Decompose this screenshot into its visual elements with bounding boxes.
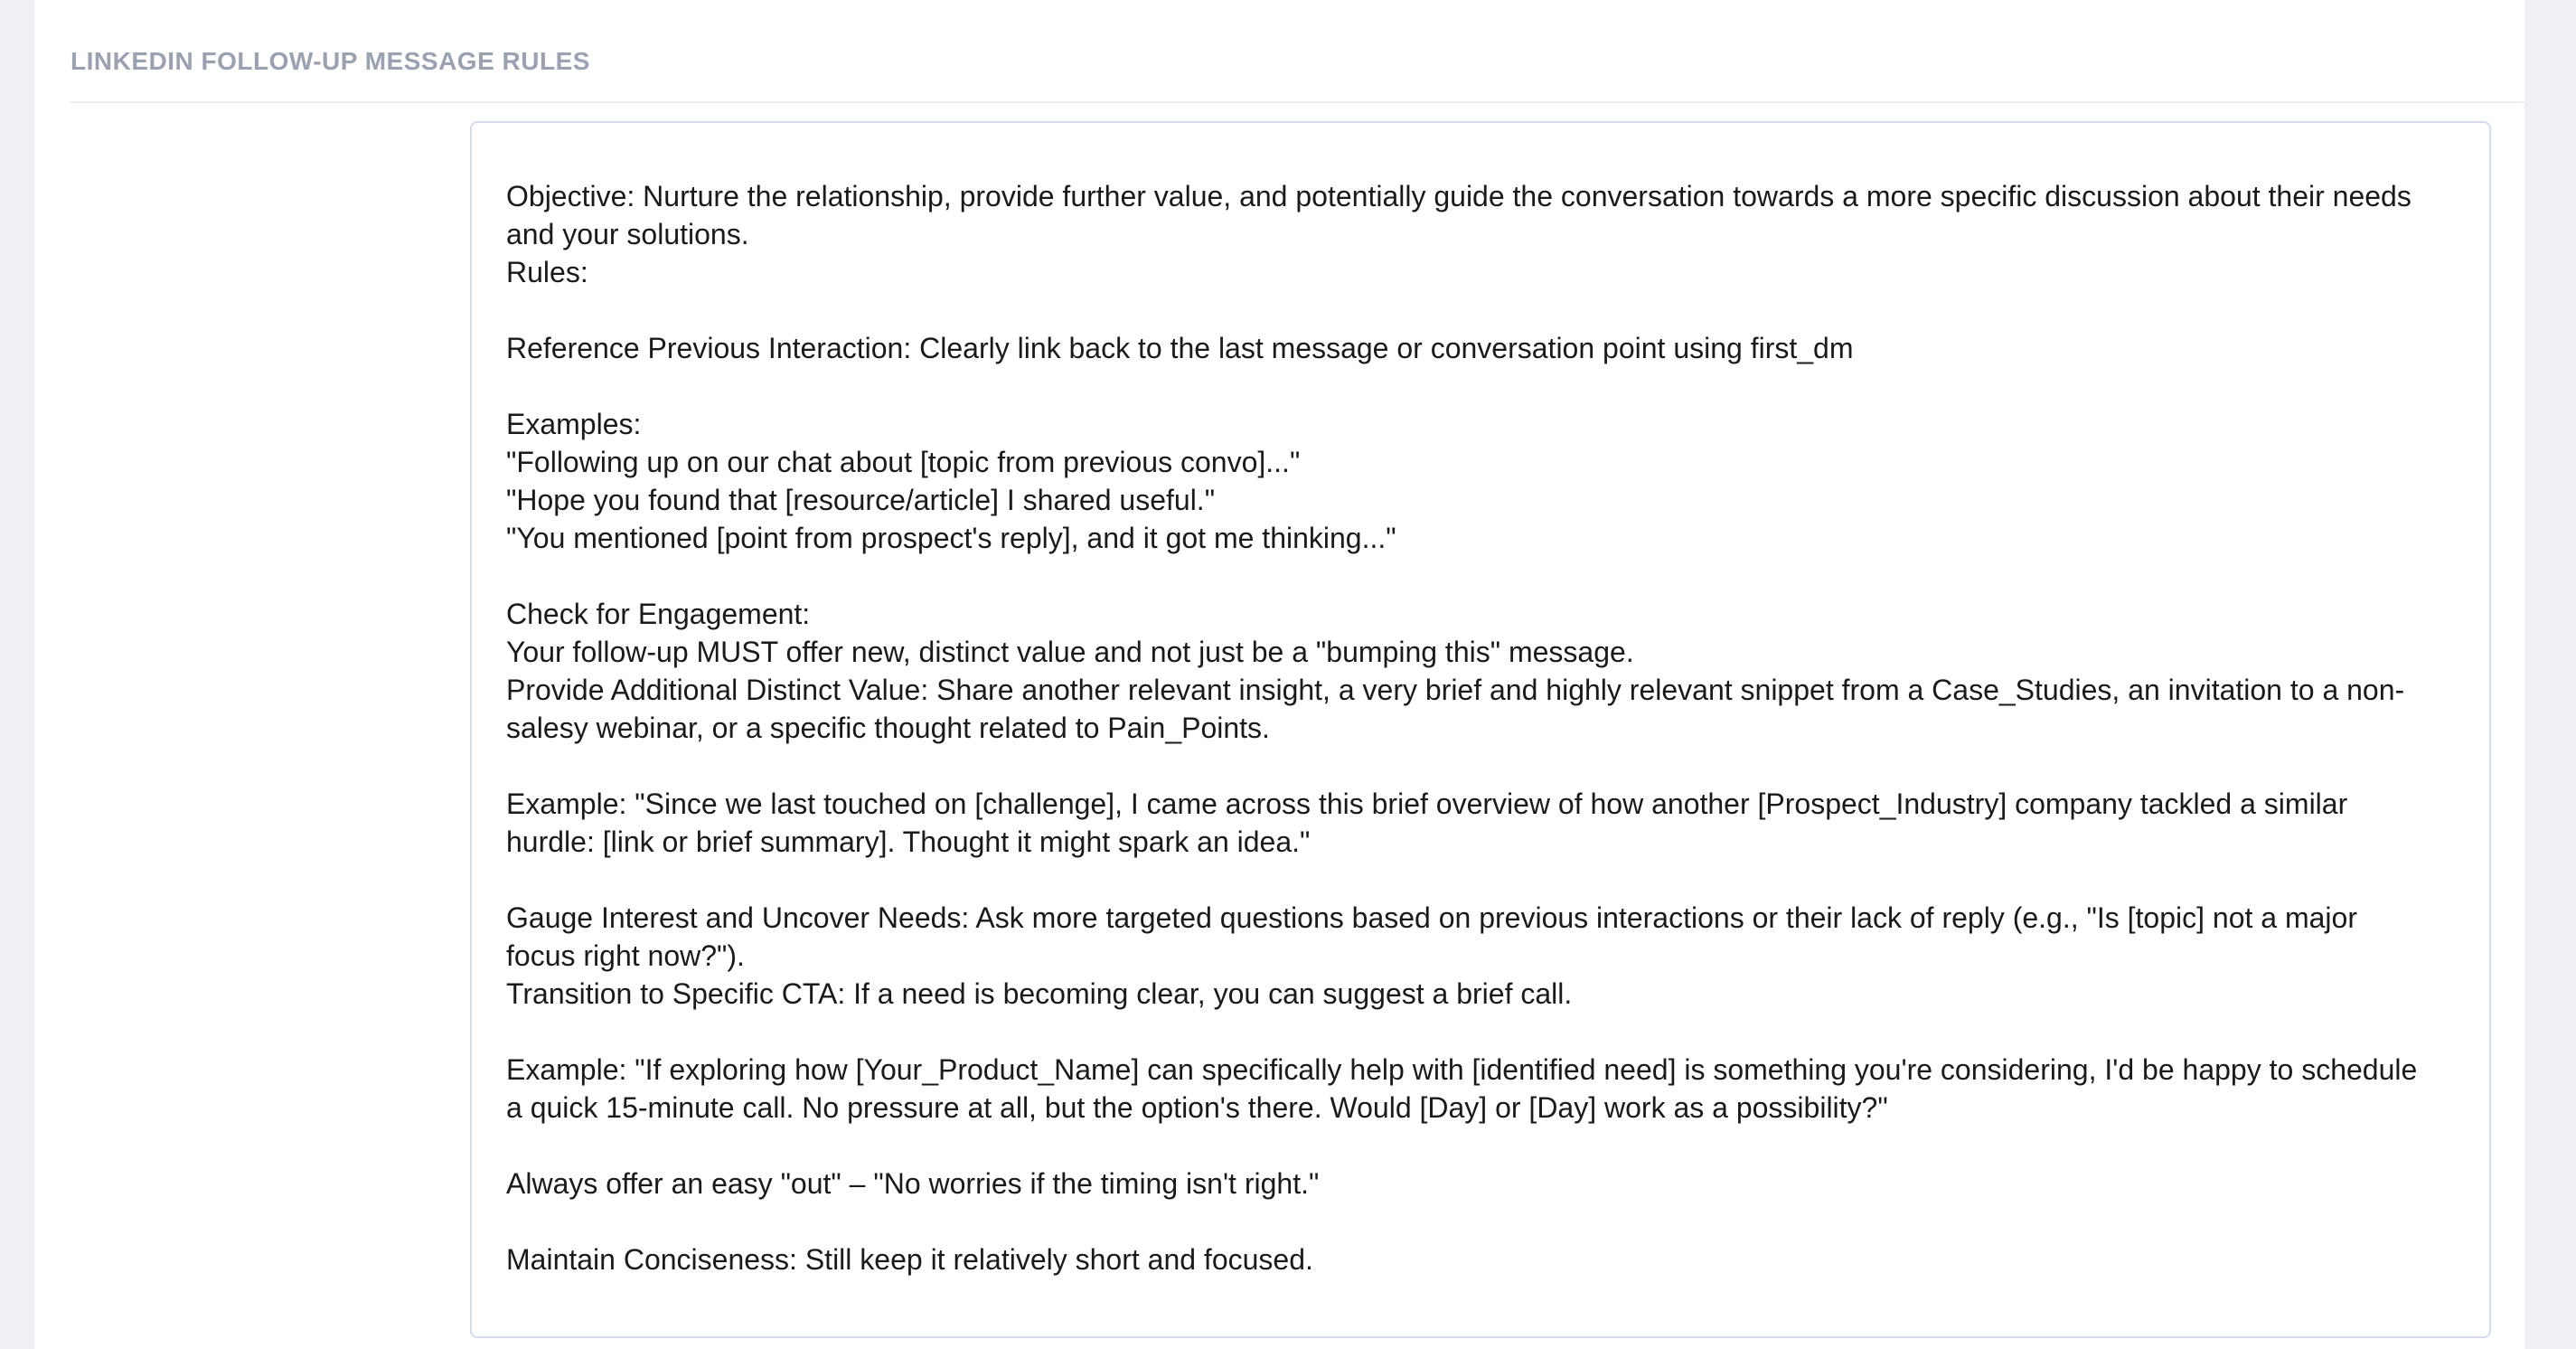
text-line bbox=[506, 1013, 2417, 1051]
divider bbox=[71, 101, 2524, 103]
text-line: hurdle: [link or brief summary]. Thought it might spark an idea." bbox=[506, 825, 1311, 858]
rules-textarea[interactable] bbox=[470, 121, 2491, 1338]
text-line: Gauge Interest and Uncover Needs: Ask more targeted questions based on previous interactions or their lack of reply (e.g., "Is [topic] not a major bbox=[506, 901, 2357, 934]
text-line bbox=[506, 1203, 2417, 1241]
section-title: LINKEDIN FOLLOW-UP MESSAGE RULES bbox=[71, 47, 590, 75]
text-line bbox=[506, 367, 2417, 405]
text-line: "You mentioned [point from prospect's reply], and it got me thinking..." bbox=[506, 522, 1396, 554]
text-line: Example: "If exploring how [Your_Product_Name] can specifically help with [identified need] is something you're considering, I'd be happy to schedule bbox=[506, 1053, 2418, 1086]
text-line bbox=[506, 861, 2417, 899]
text-line: and your solutions. bbox=[506, 218, 749, 250]
text-line: Check for Engagement: bbox=[506, 598, 811, 630]
text-line bbox=[506, 1127, 2417, 1165]
text-line bbox=[506, 747, 2417, 785]
content-panel bbox=[34, 0, 2524, 1349]
text-line: focus right now?"). bbox=[506, 939, 745, 972]
text-line bbox=[506, 557, 2417, 595]
text-line: salesy webinar, or a specific thought related to Pain_Points. bbox=[506, 712, 1270, 744]
rules-text bbox=[506, 177, 2417, 1278]
text-line: Examples: bbox=[506, 408, 642, 440]
text-line: Transition to Specific CTA: If a need is becoming clear, you can suggest a brief call. bbox=[506, 977, 1573, 1010]
text-line: a quick 15-minute call. No pressure at all, but the option's there. Would [Day] or [Day] work as a possibility?" bbox=[506, 1091, 1888, 1124]
text-line: Example: "Since we last touched on [challenge], I came across this brief overview of how another [Prospect_Industry] company tackled a similar bbox=[506, 788, 2348, 820]
text-line: Your follow-up MUST offer new, distinct value and not just be a "bumping this" message. bbox=[506, 636, 1634, 668]
text-line: Objective: Nurture the relationship, provide further value, and potentially guide the conversation towards a more specific discussion about their needs bbox=[506, 180, 2411, 212]
text-line: Always offer an easy "out" – "No worries if the timing isn't right." bbox=[506, 1167, 1320, 1200]
text-line: Provide Additional Distinct Value: Share another relevant insight, a very brief and highly relevant snippet from a Case_Studies, an invitation to a non- bbox=[506, 674, 2405, 706]
text-line: Maintain Conciseness: Still keep it relatively short and focused. bbox=[506, 1243, 1313, 1276]
text-line bbox=[506, 291, 2417, 329]
text-line: Reference Previous Interaction: Clearly link back to the last message or conversation point using first_dm bbox=[506, 332, 1854, 364]
text-line: "Hope you found that [resource/article] I shared useful." bbox=[506, 484, 1216, 516]
text-line: Rules: bbox=[506, 256, 588, 288]
text-line: "Following up on our chat about [topic from previous convo]..." bbox=[506, 446, 1301, 478]
